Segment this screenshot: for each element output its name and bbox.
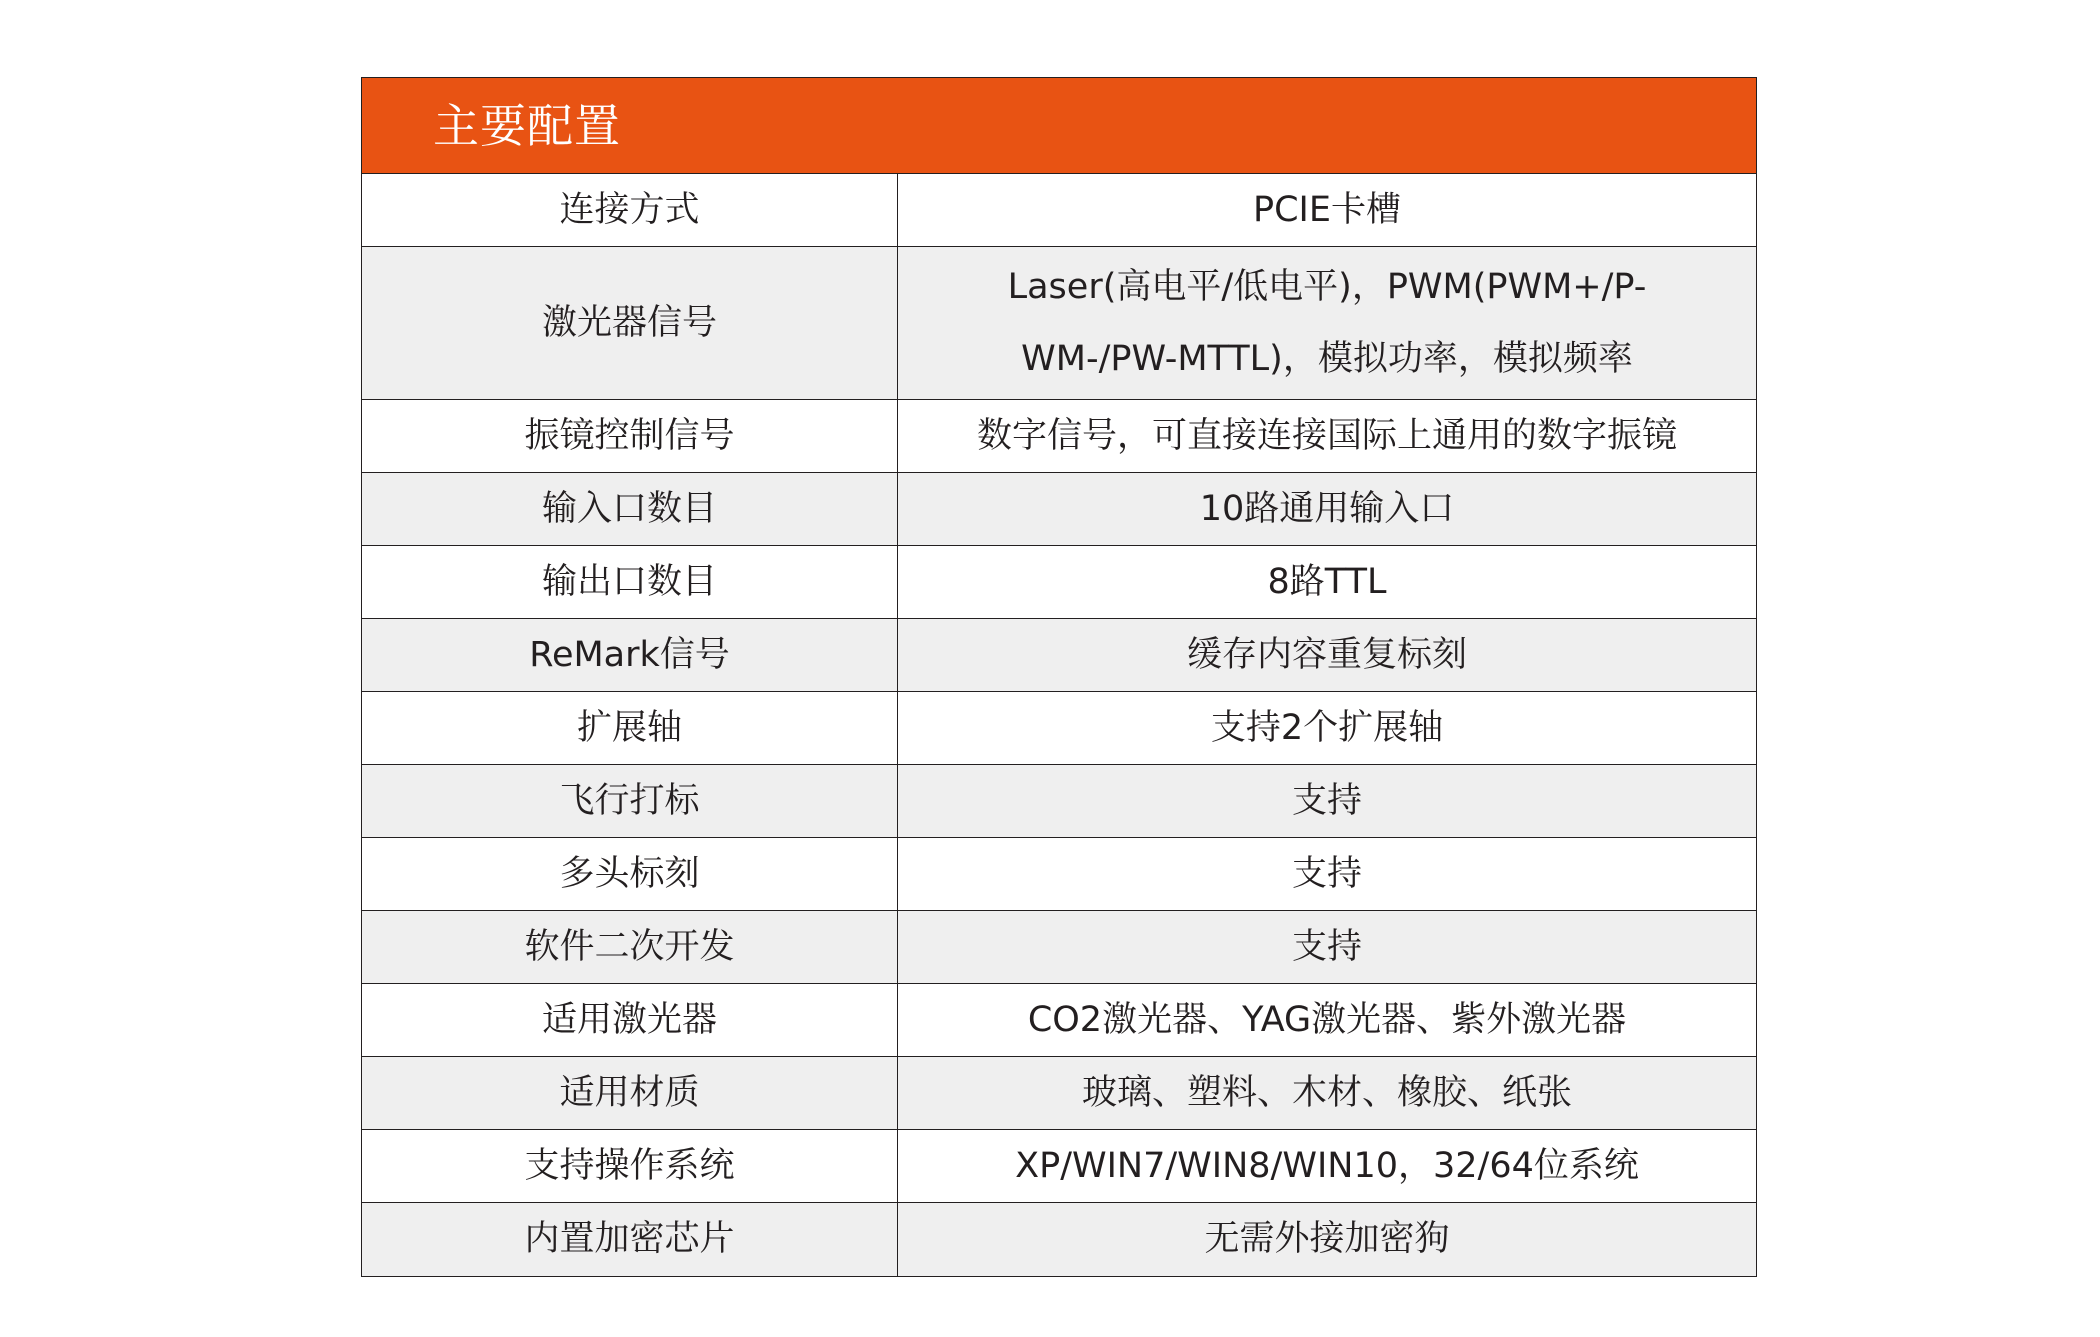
row-value: 8路TTL [1267, 561, 1387, 602]
row-value: 缓存内容重复标刻 [1186, 634, 1467, 675]
table-row [362, 473, 1756, 546]
row-label: 适用激光器 [362, 984, 898, 1056]
row-label: 输入口数目 [362, 473, 898, 545]
row-value [898, 247, 1756, 399]
row-value: PCIE卡槽 [1253, 189, 1401, 230]
row-value: 数字信号，可直接连接国际上通用的数字振镜 [976, 415, 1677, 456]
row-label: 激光器信号 [362, 247, 898, 399]
spec-table [361, 77, 1757, 1277]
table-row [362, 1203, 1756, 1276]
row-label: 扩展轴 [362, 692, 898, 764]
table-row [362, 911, 1756, 984]
row-label: 飞行打标 [362, 765, 898, 837]
row-label: 振镜控制信号 [362, 400, 898, 472]
row-label: 多头标刻 [362, 838, 898, 910]
row-value: 10路通用输入口 [1199, 488, 1455, 529]
table-title: 主要配置 [433, 98, 621, 153]
table-row [362, 546, 1756, 619]
row-value: CO2激光器、YAG激光器、紫外激光器 [1027, 999, 1627, 1040]
table-row [362, 984, 1756, 1057]
row-label: 支持操作系统 [362, 1130, 898, 1202]
row-label: 软件二次开发 [362, 911, 898, 983]
table-row [362, 619, 1756, 692]
table-row [362, 1130, 1756, 1203]
table-row [362, 1057, 1756, 1130]
table-header [362, 78, 1756, 174]
row-label: ReMark信号 [362, 619, 898, 691]
table-row [362, 692, 1756, 765]
row-value-line: WM-/PW-MTTL)，模拟功率，模拟频率 [1021, 339, 1633, 379]
row-value: 支持 [1291, 926, 1362, 967]
row-value: 支持 [1291, 780, 1362, 821]
row-label: 输出口数目 [362, 546, 898, 618]
table-row [362, 400, 1756, 473]
row-label: 适用材质 [362, 1057, 898, 1129]
row-value: 支持 [1291, 853, 1362, 894]
row-label: 内置加密芯片 [362, 1203, 898, 1276]
table-row [362, 174, 1756, 247]
table-row [362, 247, 1756, 400]
row-value: 支持2个扩展轴 [1210, 707, 1444, 748]
row-value-line: Laser(高电平/低电平)，PWM(PWM+/P- [1007, 267, 1647, 307]
row-value: XP/WIN7/WIN8/WIN10，32/64位系统 [1015, 1145, 1639, 1186]
table-row [362, 765, 1756, 838]
table-row [362, 838, 1756, 911]
row-label: 连接方式 [362, 174, 898, 246]
row-value: 玻璃、塑料、木材、橡胶、纸张 [1081, 1072, 1572, 1113]
row-value: 无需外接加密狗 [1204, 1219, 1450, 1259]
